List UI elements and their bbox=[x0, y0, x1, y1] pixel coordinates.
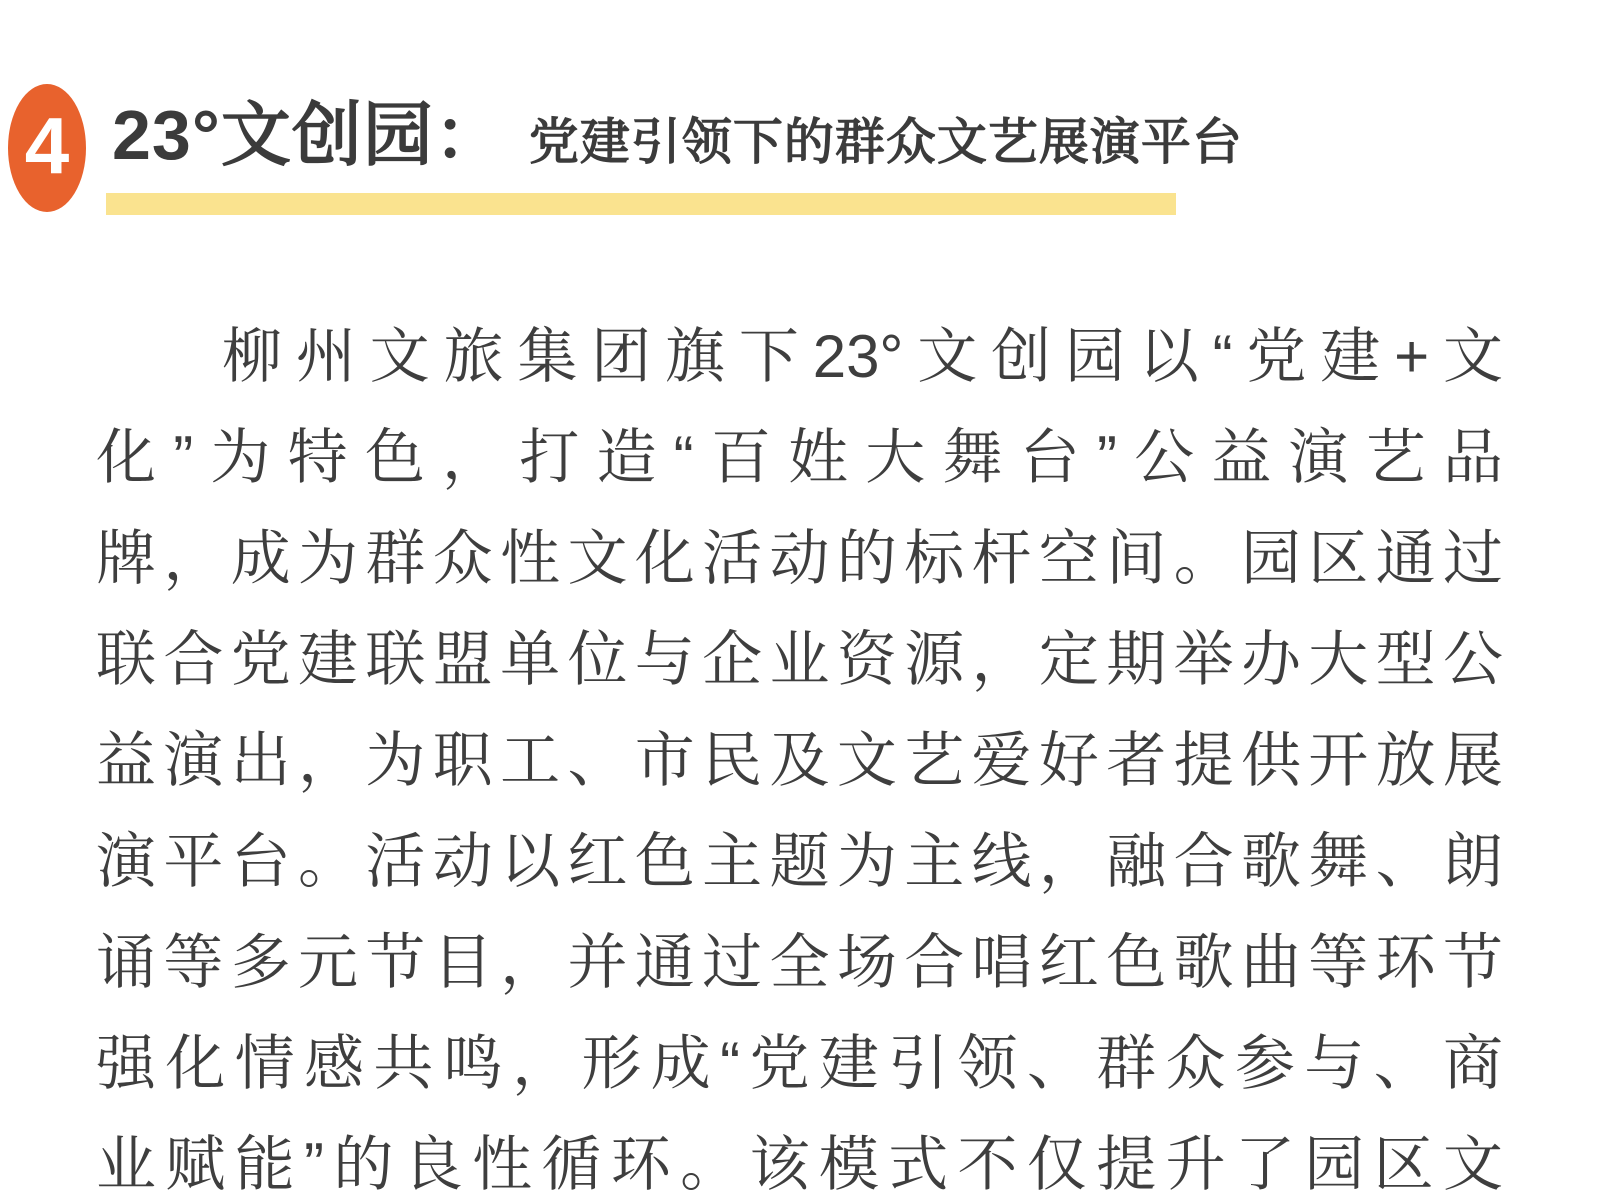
section-number-badge bbox=[8, 84, 86, 212]
body-line: 化”为特色，打造“百姓大舞台”公益演艺品 bbox=[96, 424, 1503, 491]
body-line: 益演出，为职工、市民及文艺爱好者提供开放展 bbox=[96, 727, 1503, 794]
body-line: 牌，成为群众性文化活动的标杆空间。园区通过 bbox=[96, 525, 1503, 592]
body-line: 诵等多元节目，并通过全场合唱红色歌曲等环节 bbox=[96, 929, 1503, 996]
body-line: 柳州文旅集团旗下23°文创园以“党建+文 bbox=[222, 323, 1503, 390]
page-subtitle: 党建引领下的群众文艺展演平台 bbox=[528, 114, 1243, 170]
body-line: 强化情感共鸣，形成“党建引领、群众参与、商 bbox=[96, 1030, 1503, 1097]
body-line: 演平台。活动以红色主题为主线，融合歌舞、朗 bbox=[96, 828, 1503, 895]
section-header bbox=[112, 96, 1243, 174]
title-highlight-bar bbox=[106, 193, 1176, 215]
page-title: 23°文创园： bbox=[112, 96, 505, 174]
section-number: 4 bbox=[24, 101, 70, 190]
body-line: 业赋能”的良性循环。该模式不仅提升了园区文 bbox=[96, 1131, 1503, 1198]
body-line: 联合党建联盟单位与企业资源，定期举办大型公 bbox=[96, 626, 1503, 693]
article-body bbox=[96, 306, 1503, 1200]
